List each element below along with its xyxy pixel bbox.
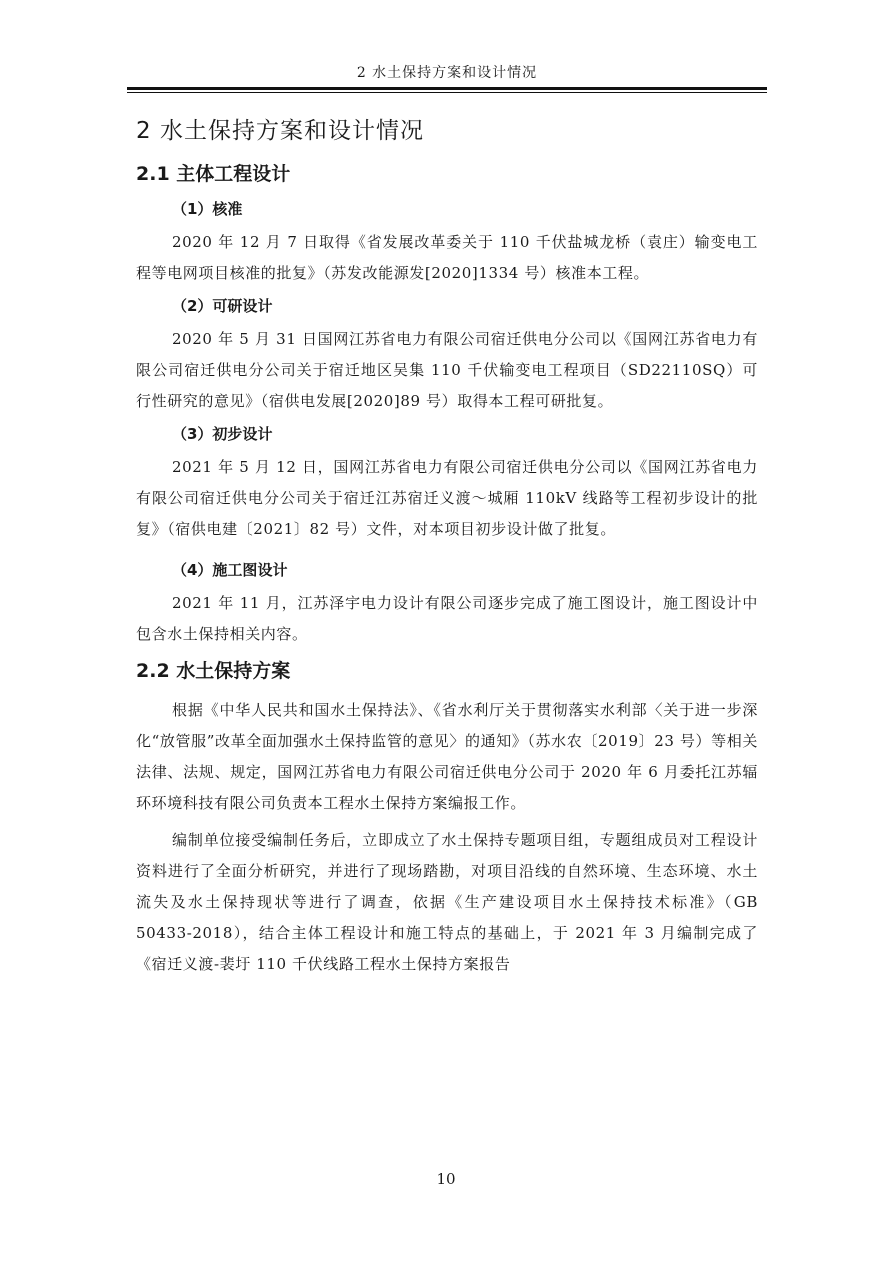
page-body (136, 112, 758, 986)
spacer (136, 551, 758, 559)
section-2-2-paragraph-1: 根据《中华人民共和国水土保持法》、《省水利厅关于贯彻落实水利部〈关于进一步深化“放管服”改革全面加强水土保持监管的意见〉的通知》（苏水农〔2019〕23 号）等相关法律、法规、规定，国网江苏省电力有限公司宿迁供电分公司于 2020 年 6 月委托江苏辐环环境科技有限公司负责本工程水土保持方案编报工作。 (136, 701, 758, 812)
subsection-preliminary-text: 2021 年 5 月 12 日，国网江苏省电力有限公司宿迁供电分公司以《国网江苏省电力有限公司宿迁供电分公司关于宿迁江苏宿迁义渡～城厢 110kV 线路等工程初步设计的批复》（宿供电建〔2021〕82 号）文件，对本项目初步设计做了批复。 (136, 458, 758, 538)
subsection-feasibility-heading: （2）可研设计 (172, 297, 273, 315)
subsection-preliminary-heading: （3）初步设计 (172, 425, 273, 443)
subsection-construction-text: 2021 年 11 月，江苏泽宇电力设计有限公司逐步完成了施工图设计，施工图设计中包含水土保持相关内容。 (136, 594, 758, 643)
chapter-title: 2 水土保持方案和设计情况 (136, 118, 424, 144)
page-number: 10 (436, 1170, 456, 1188)
section-2-2-title: 2.2 水土保持方案 (136, 660, 291, 682)
subsection-feasibility-text: 2020 年 5 月 31 日国网江苏省电力有限公司宿迁供电分公司以《国网江苏省电力有限公司宿迁供电分公司关于宿迁地区吴集 110 千伏输变电工程项目（SD22110SQ）可行性研究的意见》（宿供电发展[2020]89 号）取得本工程可研批复。 (136, 330, 758, 410)
header-rule-thin (127, 92, 767, 93)
section-2-2-paragraph-2: 编制单位接受编制任务后，立即成立了水土保持专题项目组，专题组成员对工程设计资料进行了全面分析研究，并进行了现场踏勘，对项目沿线的自然环境、生态环境、水土流失及水土保持现状等进行了调查，依据《生产建设项目水土保持技术标准》（GB 50433-2018），结合主体工程设计和施工特点的基础上，于 2021 年 3 月编制完成了《宿迁义渡-裴圩 110 千伏线路工程水土保持方案报告 (136, 831, 758, 973)
section-2-1-title: 2.1 主体工程设计 (136, 163, 291, 185)
subsection-approval-heading: （1）核准 (172, 200, 243, 218)
subsection-construction-heading: （4）施工图设计 (172, 561, 288, 579)
running-header: 2 水土保持方案和设计情况 (356, 65, 538, 81)
header-rule-thick (127, 87, 767, 90)
subsection-approval-text: 2020 年 12 月 7 日取得《省发展改革委关于 110 千伏盐城龙桥（袁庄）输变电工程等电网项目核准的批复》（苏发改能源发[2020]1334 号）核准本工程。 (136, 233, 758, 282)
